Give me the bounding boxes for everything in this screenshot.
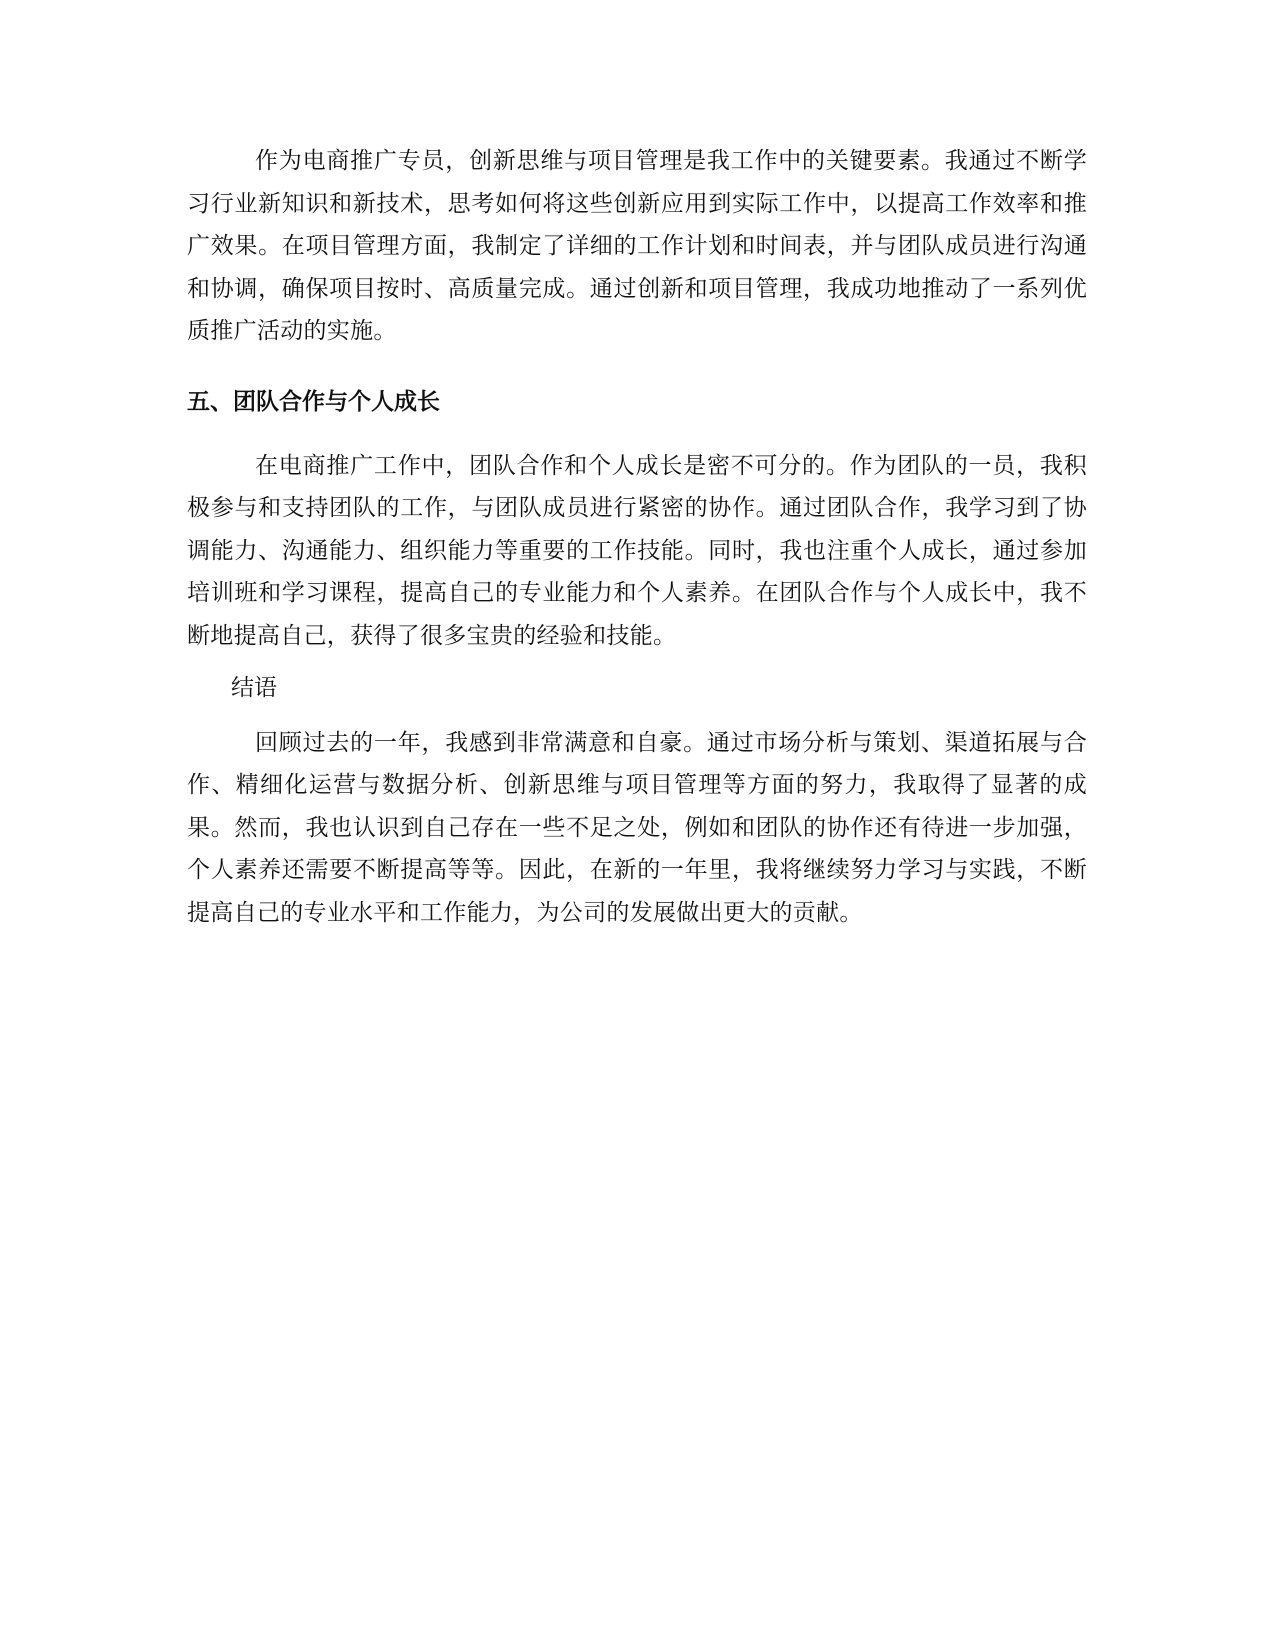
- spacer: [187, 353, 1087, 365]
- paragraph-conclusion: 回顾过去的一年，我感到非常满意和自豪。通过市场分析与策划、渠道拓展与合作、精细化运营与数据分析、创新思维与项目管理等方面的努力，我取得了显著的成果。然而，我也认识到自己存在一些不足之处，例如和团队的协作还有待进一步加强，个人素养还需要不断提高等等。因此，在新的一年里，我将继续努力学习与实践，不断提高自己的专业水平和工作能力，为公司的发展做出更大的贡献。: [187, 729, 1087, 926]
- paragraph-teamwork-growth: 在电商推广工作中，团队合作和个人成长是密不可分的。作为团队的一员，我积极参与和支持团队的工作，与团队成员进行紧密的协作。通过团队合作，我学习到了协调能力、沟通能力、组织能力等重要的工作技能。同时，我也注重个人成长，通过参加培训班和学习课程，提高自己的专业能力和个人素养。在团队合作与个人成长中，我不断地提高自己，获得了很多宝贵的经验和技能。: [187, 452, 1087, 649]
- closing-label: 结语: [231, 675, 277, 701]
- paragraph-innovation-project-management: 作为电商推广专员，创新思维与项目管理是我工作中的关键要素。我通过不断学习行业新知识和新技术，思考如何将这些创新应用到实际工作中，以提高工作效率和推广效果。在项目管理方面，我制定了详细的工作计划和时间表，并与团队成员进行沟通和协调，确保项目按时、高质量完成。通过创新和项目管理，我成功地推动了一系列优质推广活动的实施。: [187, 148, 1087, 344]
- section-heading-teamwork-growth: 五、团队合作与个人成长: [187, 388, 440, 415]
- document-body: [187, 140, 1087, 934]
